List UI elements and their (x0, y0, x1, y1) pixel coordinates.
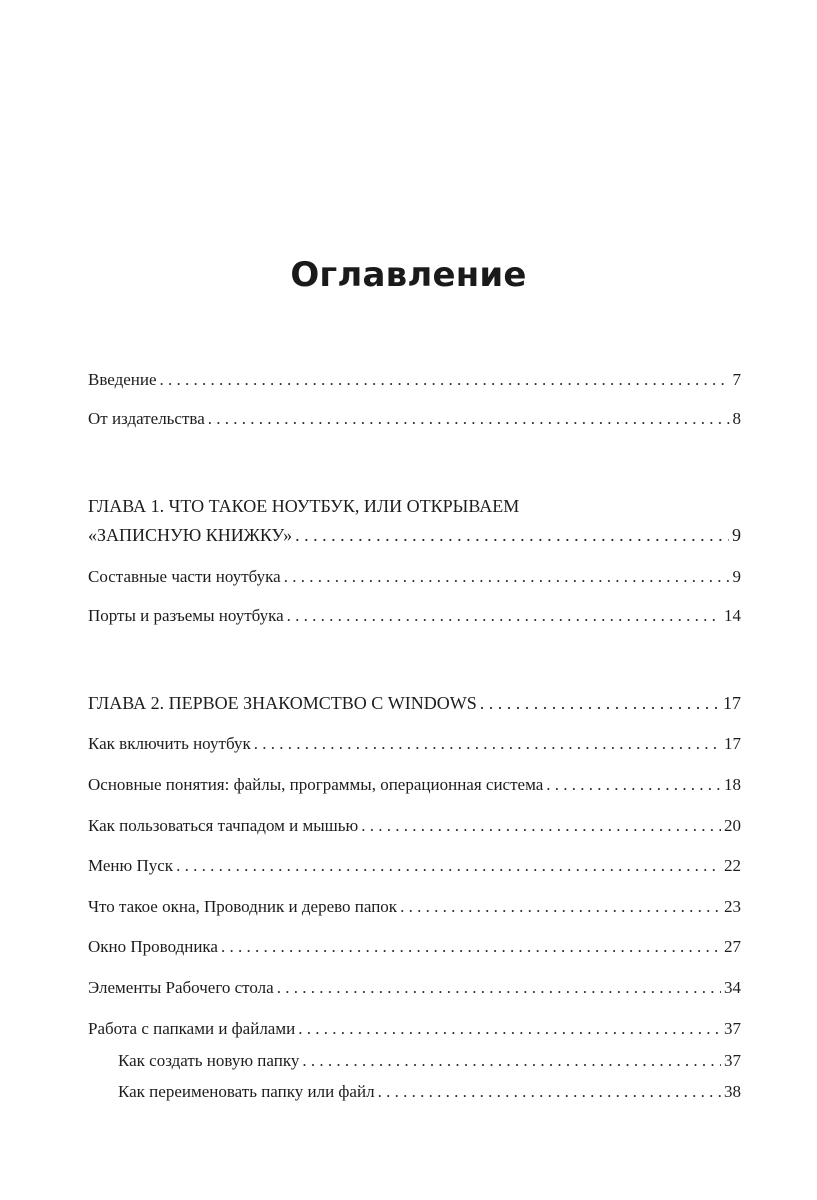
toc-dot-leader (287, 606, 721, 626)
toc-dot-leader (254, 734, 721, 754)
toc-dot-leader (361, 816, 721, 836)
toc-entry-text: Как создать новую папку (118, 1051, 300, 1070)
toc-entry-folders-files[interactable] (88, 1019, 741, 1039)
chapter-1-heading-line[interactable]: ГЛАВА 1. ЧТО ТАКОЕ НОУТБУК, ИЛИ ОТКРЫВАЕМ (88, 496, 520, 516)
toc-entry-parts[interactable] (88, 567, 741, 587)
toc-entry-publisher[interactable] (88, 409, 741, 429)
toc-entry-text: Работа с папками и файлами (88, 1019, 296, 1038)
toc-page-number: 37 (724, 1019, 741, 1038)
toc-entry-text: Что такое окна, Проводник и дерево папок (88, 897, 398, 916)
toc-entry-text: ГЛАВА 2. ПЕРВОЕ ЗНАКОМСТВО С WINDOWS (88, 693, 477, 713)
toc-entry-chapter-2[interactable] (88, 693, 741, 713)
toc-entry-text: Порты и разъемы ноутбука (88, 606, 284, 625)
toc-page-number: 17 (724, 734, 741, 753)
toc-page-number: 23 (724, 897, 741, 916)
toc-entry-text: Окно Проводника (88, 937, 218, 956)
page-title: Оглавление (290, 255, 527, 295)
toc-page-number: 8 (732, 409, 741, 428)
toc-dot-leader (208, 409, 730, 429)
toc-subentry-new-folder[interactable] (118, 1051, 741, 1071)
toc-page-number: 9 (732, 525, 741, 545)
toc-entry-windows-explorer[interactable] (88, 897, 741, 917)
toc-dot-leader (221, 937, 721, 957)
toc-entry-desktop[interactable] (88, 978, 741, 998)
toc-dot-leader (378, 1082, 721, 1102)
toc-page-number: 37 (724, 1051, 741, 1070)
toc-page-number: 34 (724, 978, 741, 997)
toc-entry-text: Как пользоваться тачпадом и мышью (88, 816, 359, 835)
toc-entry-start-menu[interactable] (88, 856, 741, 876)
toc-entry-text: Составные части ноутбука (88, 567, 281, 586)
toc-entry-intro[interactable] (88, 370, 741, 390)
toc-page-number: 20 (724, 816, 741, 835)
toc-dot-leader (295, 525, 729, 545)
toc-page-number: 18 (724, 775, 741, 794)
toc-entry-touchpad[interactable] (88, 816, 741, 836)
toc-dot-leader (298, 1019, 721, 1039)
toc-entry-chapter-1[interactable] (88, 525, 741, 545)
toc-page-number: 22 (724, 856, 741, 875)
toc-dot-leader (400, 897, 721, 917)
toc-page-number: 38 (724, 1082, 741, 1101)
toc-dot-leader (480, 693, 720, 713)
toc-entry-text: Введение (88, 370, 157, 389)
toc-entry-text: «ЗАПИСНУЮ КНИЖКУ» (88, 525, 293, 545)
toc-entry-explorer-window[interactable] (88, 937, 741, 957)
toc-entry-concepts[interactable] (88, 775, 741, 795)
toc-entry-text: От издательства (88, 409, 205, 428)
toc-entry-text: Основные понятия: файлы, программы, операционная система (88, 775, 544, 794)
toc-entry-text: Как переименовать папку или файл (118, 1082, 375, 1101)
toc-entry-text: Меню Пуск (88, 856, 174, 875)
toc-dot-leader (176, 856, 721, 876)
toc-dot-leader (277, 978, 721, 998)
toc-entry-ports[interactable] (88, 606, 741, 626)
toc-entry-text: Как включить ноутбук (88, 734, 251, 753)
toc-subentry-rename[interactable] (118, 1082, 741, 1102)
toc-page-number: 17 (723, 693, 741, 713)
toc-dot-leader (302, 1051, 721, 1071)
toc-dot-leader (284, 567, 730, 587)
toc-page-number: 9 (732, 567, 741, 586)
toc-page-number: 27 (724, 937, 741, 956)
toc-page-number: 7 (732, 370, 741, 389)
toc-dot-leader (546, 775, 721, 795)
toc-page-number: 14 (724, 606, 741, 625)
toc-entry-text: Элементы Рабочего стола (88, 978, 274, 997)
toc-dot-leader (160, 370, 730, 390)
toc-entry-power-on[interactable] (88, 734, 741, 754)
